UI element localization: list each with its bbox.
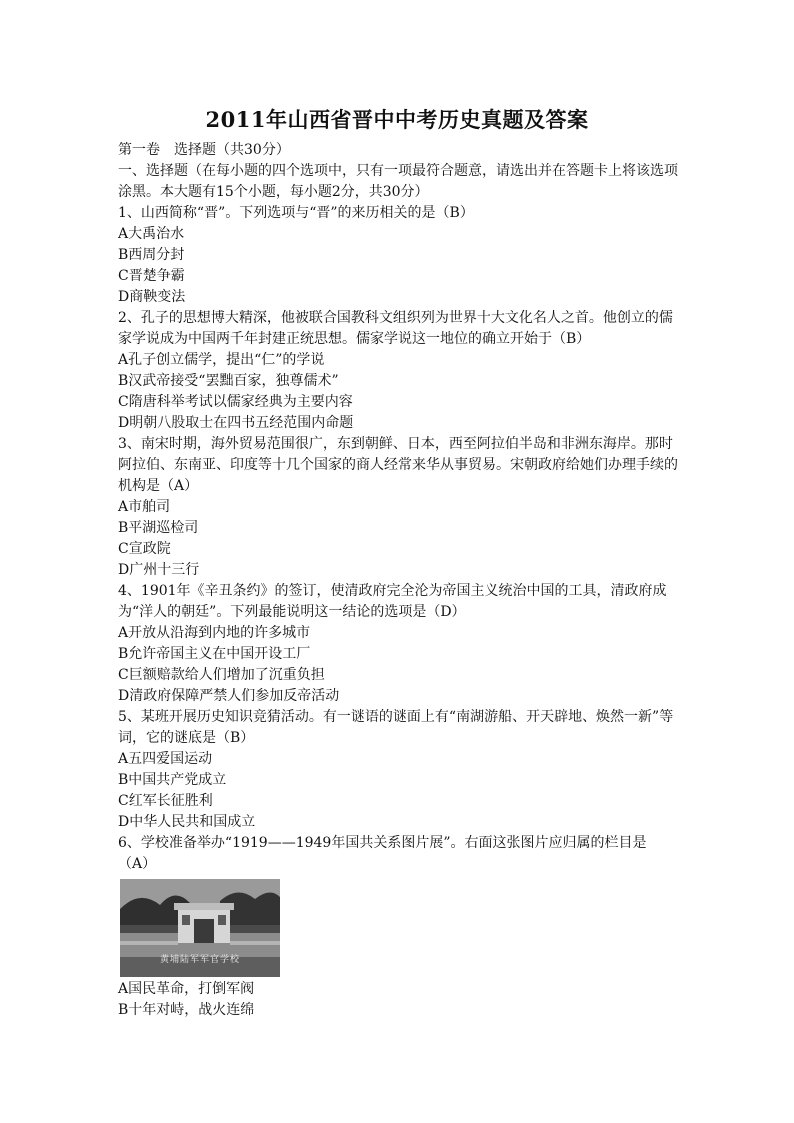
question-2-option-b: B汉武帝接受“罢黜百家，独尊儒术”	[118, 373, 339, 389]
question-5-option-a: A五四爱国运动	[118, 751, 213, 767]
question-1-option-d: D商鞅变法	[118, 289, 186, 305]
question-3-stem: 3、南宋时期，海外贸易范围很广，东到朝鲜、日本，西至阿拉伯半岛和非洲东海岸。那时阿拉伯、东南亚、印度等十几个国家的商人经常来华从事贸易。宋朝政府给她们办理手续的机构是（A）	[118, 436, 678, 494]
question-6-option-a: A国民革命，打倒军阀	[118, 981, 255, 997]
question-2-option-a: A孔子创立儒学，提出“仁”的学说	[118, 352, 325, 368]
document-title: 2011年山西省晋中中考历史真题及答案	[205, 107, 589, 132]
question-2-option-c: C隋唐科举考试以儒家经典为主要内容	[118, 394, 353, 410]
question-4-option-b: B允许帝国主义在中国开设工厂	[118, 646, 311, 662]
question-5-stem: 5、某班开展历史知识竞猜活动。有一谜语的谜面上有“南湖游船、开天辟地、焕然一新”等词，它的谜底是（B）	[118, 709, 674, 746]
question-4-option-d: D清政府保障严禁人们参加反帝活动	[118, 688, 340, 704]
question-2-stem: 2、孔子的思想博大精深，他被联合国教科文组织列为世界十大文化名人之首。他创立的儒家学说成为中国两千年封建正统思想。儒家学说这一地位的确立开始于（B）	[118, 310, 673, 347]
photo-caption: 黄埔陆军军官学校	[159, 955, 240, 965]
question-1-stem: 1、山西简称“晋”。下列选项与“晋”的来历相关的是（B）	[118, 205, 474, 221]
whampoa-academy-photo	[120, 879, 280, 977]
question-6-option-b: B十年对峙，战火连绵	[118, 1002, 255, 1018]
section-heading: 第一卷 选择题（共30分）	[118, 142, 290, 158]
question-5-option-c: C红军长征胜利	[118, 793, 213, 809]
question-6-stem: 6、学校准备举办“1919——1949年国共关系图片展”。右面这张图片应归属的栏目是	[118, 835, 647, 851]
question-4-option-c: C巨额赔款给人们增加了沉重负担	[118, 667, 325, 683]
question-4-option-a: A开放从沿海到内地的许多城市	[118, 625, 311, 641]
question-4-stem: 4、1901年《辛丑条约》的签订，使清政府完全沦为帝国主义统治中国的工具，清政府成为“洋人的朝廷”。下列最能说明这一结论的选项是（D）	[118, 583, 667, 620]
document-body	[118, 140, 678, 1021]
question-5-option-d: D中华人民共和国成立	[118, 814, 256, 830]
instructions-text: 一、选择题（在每小题的四个选项中，只有一项最符合题意，请选出并在答题卡上将该选项涂黑。本大题有15个小题，每小题2分，共30分）	[118, 163, 678, 200]
question-1-option-c: C晋楚争霸	[118, 268, 185, 284]
question-2-option-d: D明朝八股取士在四书五经范围内命题	[118, 415, 354, 431]
question-1-option-a: A大禹治水	[118, 226, 185, 242]
question-5-option-b: B中国共产党成立	[118, 772, 227, 788]
question-3-option-a: A市舶司	[118, 499, 171, 515]
question-3-option-c: C宣政院	[118, 541, 171, 557]
question-6-answer: （A）	[118, 856, 157, 872]
question-3-option-d: D广州十三行	[118, 562, 200, 578]
question-1-option-b: B西周分封	[118, 247, 185, 263]
question-3-option-b: B平湖巡检司	[118, 520, 199, 536]
